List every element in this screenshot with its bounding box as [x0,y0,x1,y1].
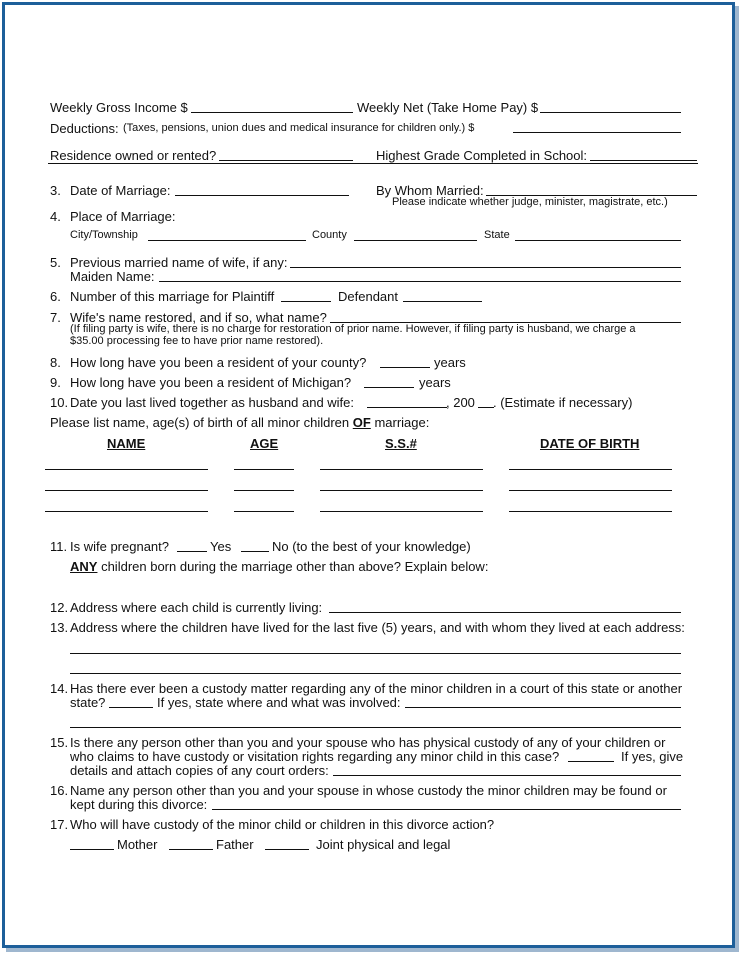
child-address-field[interactable] [329,612,681,613]
q5-label: Previous married name of wife, if any: [70,255,288,270]
q16-number: 16. [50,783,69,798]
q16-line2: kept during this divorce: [70,797,208,812]
deductions-label: Deductions: [50,121,119,136]
maiden-name-field[interactable] [159,281,681,282]
defendant-marriage-field[interactable] [403,301,482,302]
child-dob-field[interactable] [509,469,672,470]
residence-label: Residence owned or rented? [50,148,217,163]
other-children-question: ANY children born during the marriage other than above? Explain below: [70,559,489,574]
marriage-date-field[interactable] [175,195,349,196]
child-name-field[interactable] [45,469,208,470]
column-header-name: NAME [107,436,146,451]
q13-number: 13. [50,620,69,635]
pregnant-yes-field[interactable] [177,551,207,552]
custody-joint-field[interactable] [265,849,309,850]
q12-label: Address where each child is currently living: [70,600,323,615]
custody-matter-field[interactable] [109,707,153,708]
court-orders-field[interactable] [333,775,681,776]
custody-father-label: Father [216,837,254,852]
section-divider [48,163,698,164]
state-field[interactable] [515,240,681,241]
q8-label: How long have you been a resident of your county? [70,355,367,370]
q14-state-label: state? [70,695,106,710]
q16-line1: Name any person other than you and your spouse in whose custody the minor children may be found or [70,783,667,798]
q13-label: Address where the children have lived for the last five (5) years, and with whom they lived at each address: [70,620,685,635]
county-field[interactable] [354,240,477,241]
weekly-net-label: Weekly Net (Take Home Pay) $ [357,100,539,115]
q14-number: 14. [50,681,69,696]
city-label: City/Township [70,229,138,241]
q5-number: 5. [50,255,61,270]
custody-father-field[interactable] [169,849,213,850]
previous-name-field[interactable] [290,267,681,268]
q3-label: Date of Marriage: [70,183,171,198]
michigan-residence-field[interactable] [364,387,414,388]
weekly-gross-label: Weekly Gross Income $ [50,100,188,115]
child-ss-field[interactable] [320,490,483,491]
address-history-line[interactable] [70,673,681,674]
city-field[interactable] [148,240,306,241]
q7-note-line1: (If filing party is wife, there is no charge for restoration of prior name. However, if filing party is husband, we charge a [70,323,636,335]
pregnant-no-field[interactable] [241,551,269,552]
column-header-ss: S.S.# [385,436,417,451]
address-history-line[interactable] [70,653,681,654]
other-custody-field[interactable] [568,761,614,762]
pregnant-no-label: No (to the best of your knowledge) [272,539,471,554]
child-ss-field[interactable] [320,469,483,470]
last-together-date-field[interactable] [367,407,447,408]
q8-years-label: years [434,355,466,370]
q15-line1: Is there any person other than you and your spouse who has physical custody of any of your children or [70,735,666,750]
county-label: County [312,229,347,241]
q9-label: How long have you been a resident of Michigan? [70,375,352,390]
residence-field[interactable] [219,160,353,161]
last-together-year-field[interactable] [478,407,494,408]
child-dob-field[interactable] [509,511,672,512]
weekly-gross-field[interactable] [191,112,353,113]
q3-number: 3. [50,183,61,198]
q4-label: Place of Marriage: [70,209,176,224]
child-dob-field[interactable] [509,490,672,491]
q15-number: 15. [50,735,69,750]
q9-years-label: years [419,375,451,390]
q6-label: Number of this marriage for Plaintiff [70,289,275,304]
child-age-field[interactable] [234,511,294,512]
q17-number: 17. [50,817,69,832]
plaintiff-marriage-field[interactable] [281,301,331,302]
custody-joint-label: Joint physical and legal [316,837,451,852]
children-list-intro: Please list name, age(s) of birth of all minor children OF marriage: [50,415,430,430]
custody-mother-label: Mother [117,837,158,852]
q15-give-label: If yes, give [621,749,684,764]
q15-line2: who claims to have custody or visitation rights regarding any minor child in this case? [70,749,560,764]
q7-label: Wife's name restored, and if so, what name? [70,310,327,325]
child-name-field[interactable] [45,490,208,491]
q6-number: 6. [50,289,61,304]
pregnant-yes-label: Yes [210,539,232,554]
q14-line1: Has there ever been a custody matter regarding any of the minor children in a court of this state or another [70,681,683,696]
q10-label: Date you last lived together as husband and wife: [70,395,355,410]
q7-number: 7. [50,310,61,325]
highest-grade-label: Highest Grade Completed in School: [376,148,588,163]
child-age-field[interactable] [234,469,294,470]
custody-mother-field[interactable] [70,849,114,850]
custody-matter-details-field[interactable] [405,707,681,708]
q17-label: Who will have custody of the minor child or children in this divorce action? [70,817,495,832]
by-whom-label: By Whom Married: [376,183,484,198]
custody-person-field[interactable] [212,809,681,810]
q11-number: 11. [50,539,68,554]
child-name-field[interactable] [45,511,208,512]
column-header-dob: DATE OF BIRTH [540,436,640,451]
q15-line3: details and attach copies of any court orders: [70,763,329,778]
by-whom-note: Please indicate whether judge, minister, magistrate, etc.) [392,196,668,208]
deductions-note: (Taxes, pensions, union dues and medical insurance for children only.) $ [123,122,475,134]
q10-year-prefix: , 200 [446,395,475,410]
custody-matter-details-line[interactable] [70,727,681,728]
q11-label: Is wife pregnant? [70,539,170,554]
q9-number: 9. [50,375,61,390]
q10-number: 10. [50,395,69,410]
child-age-field[interactable] [234,490,294,491]
weekly-net-field[interactable] [540,112,681,113]
deductions-field[interactable] [513,132,681,133]
column-header-age: AGE [250,436,279,451]
q8-number: 8. [50,355,61,370]
q10-estimate: . (Estimate if necessary) [493,395,633,410]
state-label: State [484,229,510,241]
highest-grade-field[interactable] [590,160,697,161]
q14-line2: If yes, state where and what was involved: [157,695,401,710]
q4-number: 4. [50,209,61,224]
county-residence-field[interactable] [380,367,430,368]
q7-note-line2: $35.00 processing fee to have prior name restored). [70,335,324,347]
child-ss-field[interactable] [320,511,483,512]
defendant-label: Defendant [338,289,398,304]
maiden-name-label: Maiden Name: [70,269,155,284]
q12-number: 12. [50,600,69,615]
